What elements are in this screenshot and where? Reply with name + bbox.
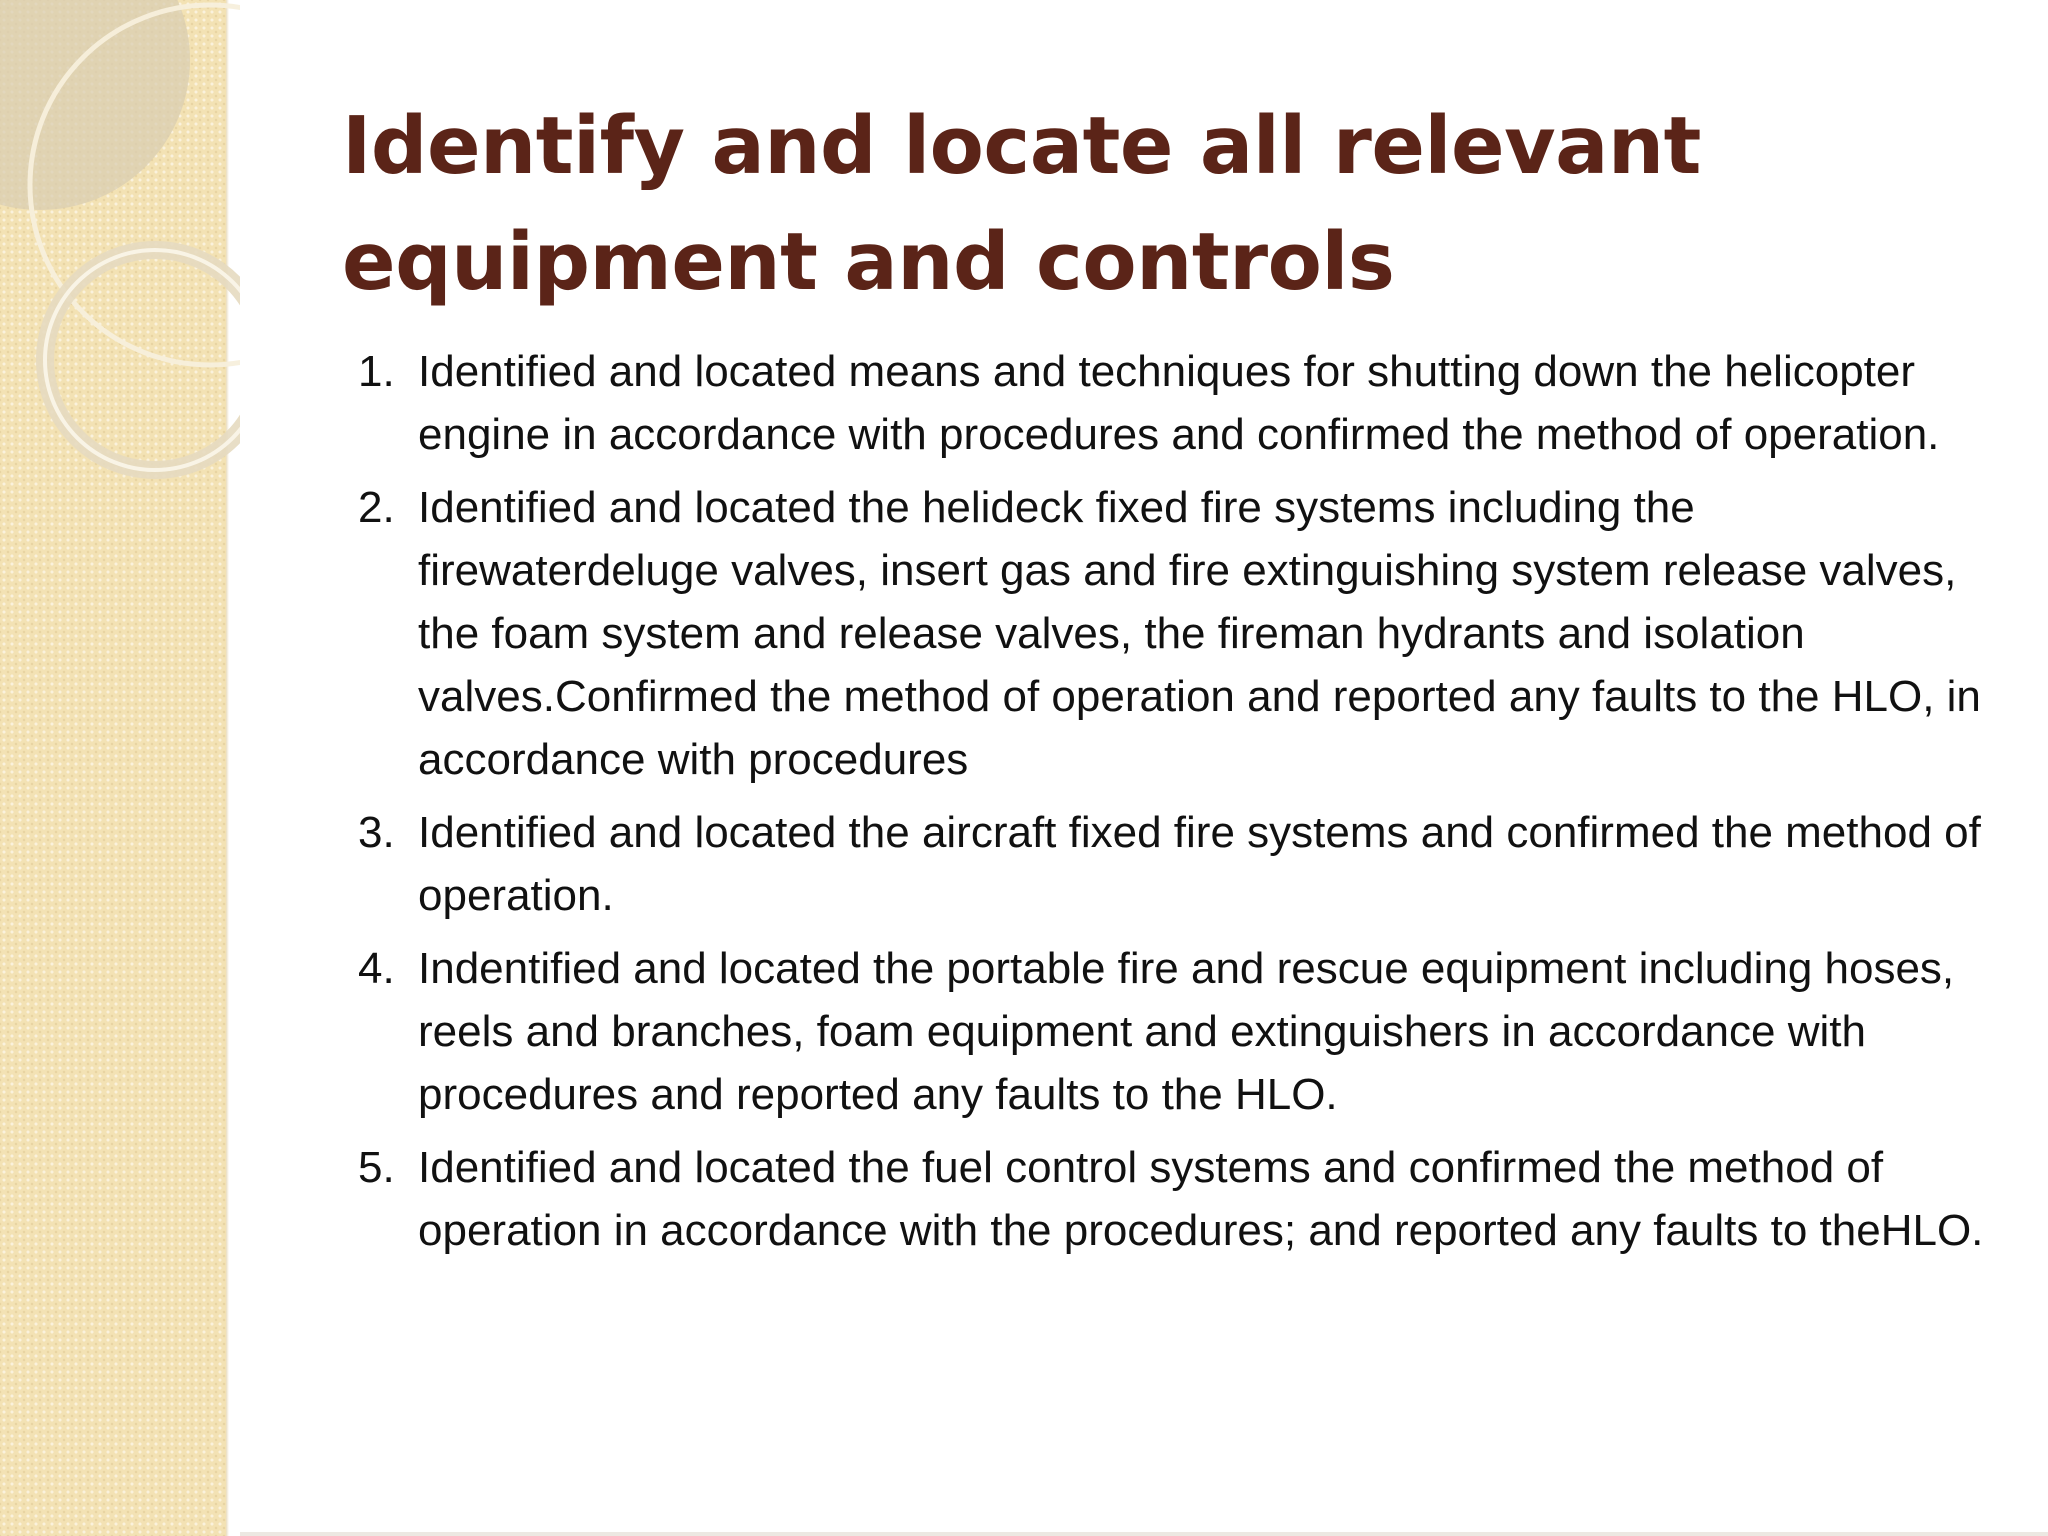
slide-title: Identify and locate all relevant equipment and controls (342, 100, 1701, 308)
list-item-text: Indentified and located the portable fire and rescue equipment including hoses, reels and branches, foam equipment and extinguishers in accordance with procedures and reported any faults to the HLO. (418, 944, 1955, 1119)
list-item-number: 1. (358, 347, 395, 396)
list-item-number: 2. (358, 483, 395, 532)
list-item-text: Identified and located the helideck fixed fire systems including the firewaterdeluge valves, insert gas and fire extinguishing system release valves, the foam system and release valves, the fireman hydrants and isolation valves.Confirmed the method of operation and reported any faults to the HLO, in accordance with procedures (418, 483, 1981, 784)
list-item-number: 3. (358, 808, 395, 857)
list-item-text: Identified and located the fuel control systems and confirmed the method of operation in accordance with the procedures; and reported any faults to theHLO. (418, 1143, 1984, 1255)
list-item-text: Identified and located means and techniques for shutting down the helicopter engine in accordance with procedures and confirmed the method of operation. (418, 347, 1940, 459)
list-item (358, 476, 1998, 791)
decorative-rings-graphic (0, 0, 240, 500)
list-item-number: 5. (358, 1143, 395, 1192)
list-item-number: 4. (358, 944, 395, 993)
list-item-text: Identified and located the aircraft fixed fire systems and confirmed the method of operation. (418, 808, 1981, 920)
list-item (358, 937, 1998, 1126)
equipment-controls-list (358, 340, 1998, 1272)
bottom-divider (240, 1532, 2048, 1536)
list-item (358, 801, 1998, 927)
decorative-small-ring-highlight (45, 250, 240, 470)
list-item (358, 340, 1998, 466)
list-item (358, 1136, 1998, 1262)
